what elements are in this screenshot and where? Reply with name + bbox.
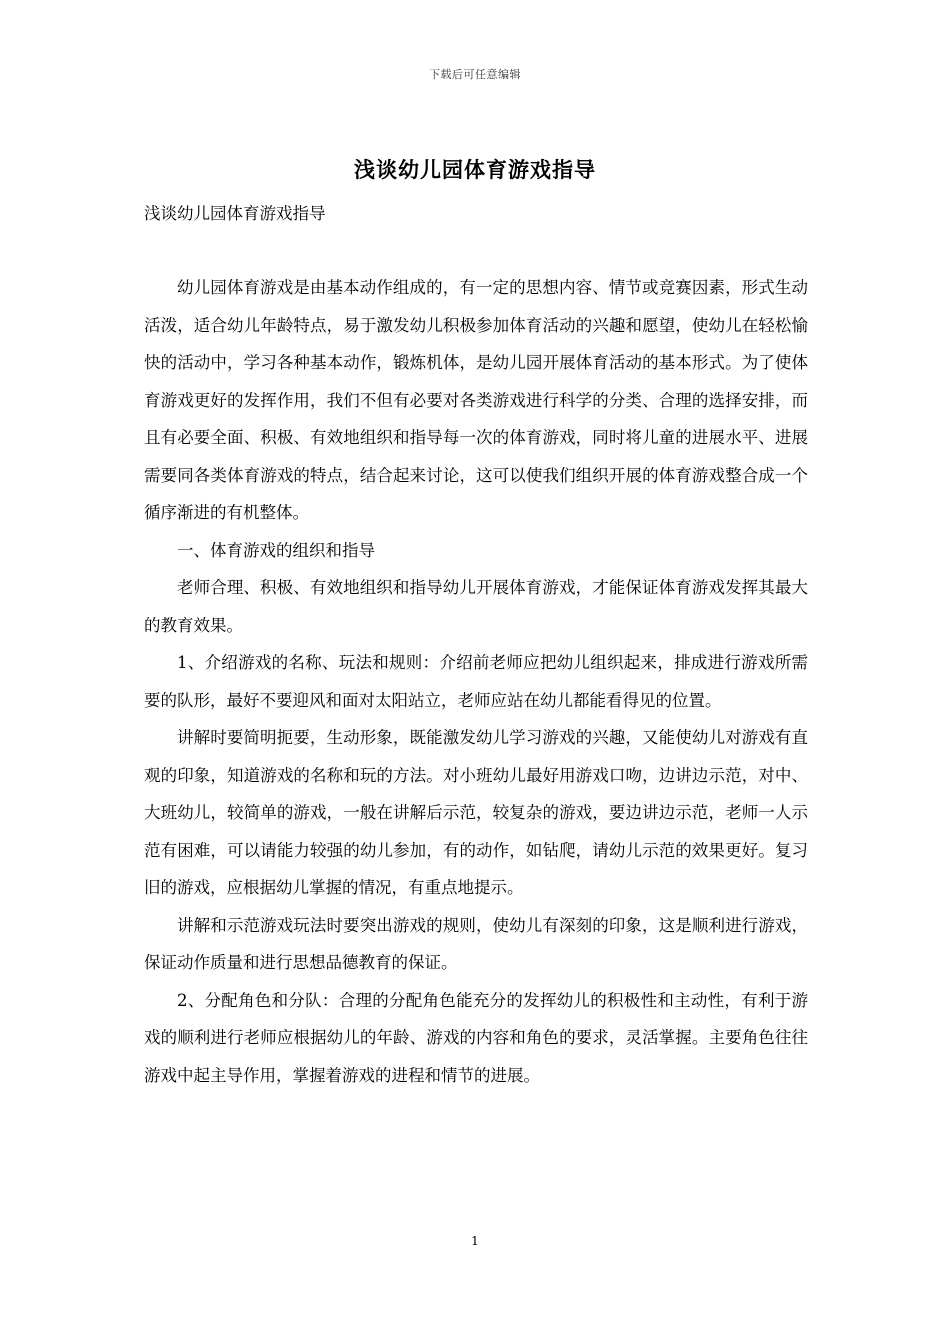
paragraph: 讲解时要简明扼要，生动形象，既能激发幼儿学习游戏的兴趣，又能使幼儿对游戏有直观的印象，知道游戏的名称和玩的方法。对小班幼儿最好用游戏口吻，边讲边示范，对中、大班幼儿，较简单的游戏，一般在讲解后示范，较复杂的游戏，要边讲边示范，老师一人示范有困难，可以请能力较强的幼儿参加，有的动作，如钻爬，请幼儿示范的效果更好。复习旧的游戏，应根据幼儿掌握的情况，有重点地提示。: [144, 728, 808, 897]
document-subtitle: 浅谈幼儿园体育游戏指导: [144, 204, 326, 223]
paragraph: 1、介绍游戏的名称、玩法和规则：介绍前老师应把幼儿组织起来，排成进行游戏所需要的队形，最好不要迎风和面对太阳站立，老师应站在幼儿都能看得见的位置。: [144, 653, 808, 710]
paragraph: 老师合理、积极、有效地组织和指导幼儿开展体育游戏，才能保证体育游戏发挥其最大的教育效果。: [144, 578, 808, 635]
paragraph: 讲解和示范游戏玩法时要突出游戏的规则，使幼儿有深刻的印象，这是顺利进行游戏，保证动作质量和进行思想品德教育的保证。: [144, 915, 808, 972]
section-heading-1: 一、体育游戏的组织和指导: [177, 540, 375, 560]
document-body: [144, 269, 808, 1094]
header-note: 下载后可任意编辑: [429, 68, 521, 81]
document-title: 浅谈幼儿园体育游戏指导: [354, 157, 596, 182]
page-number: 1: [471, 1234, 479, 1248]
paragraph: 2、分配角色和分队：合理的分配角色能充分的发挥幼儿的积极性和主动性，有利于游戏的顺利进行老师应根据幼儿的年龄、游戏的内容和角色的要求，灵活掌握。主要角色往往游戏中起主导作用，掌握着游戏的进程和情节的进展。: [144, 990, 808, 1085]
paragraph-intro: 幼儿园体育游戏是由基本动作组成的，有一定的思想内容、情节或竞赛因素，形式生动活泼，适合幼儿年龄特点，易于激发幼儿积极参加体育活动的兴趣和愿望，使幼儿在轻松愉快的活动中，学习各种基本动作，锻炼机体，是幼儿园开展体育活动的基本形式。为了使体育游戏更好的发挥作用，我们不但有必要对各类游戏进行科学的分类、合理的选择安排，而且有必要全面、积极、有效地组织和指导每一次的体育游戏，同时将儿童的进展水平、进展需要同各类体育游戏的特点，结合起来讨论，这可以使我们组织开展的体育游戏整合成一个循序渐进的有机整体。: [144, 278, 808, 522]
